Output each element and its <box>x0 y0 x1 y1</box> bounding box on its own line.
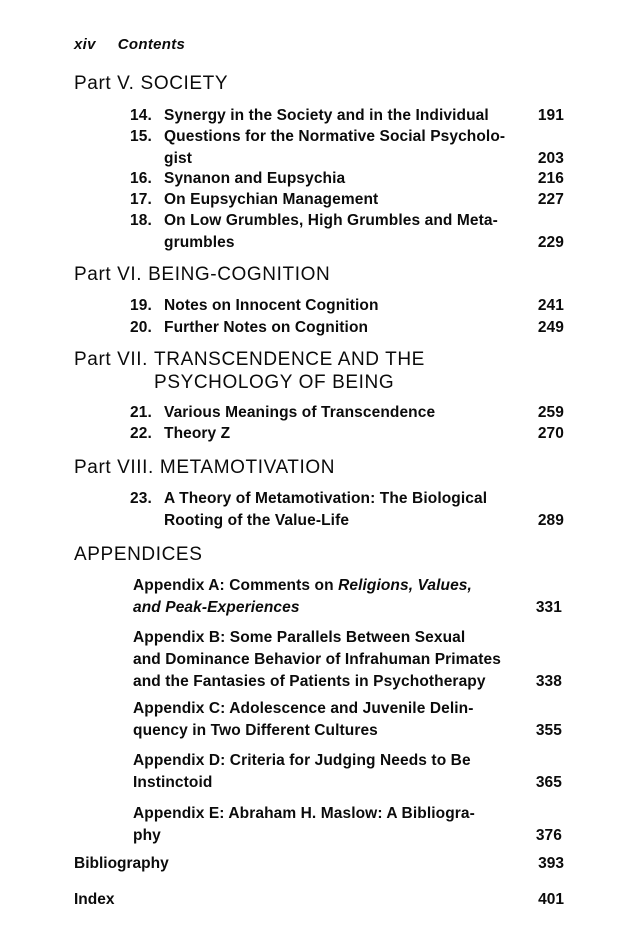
page-number: 365 <box>535 774 562 791</box>
toc-index[interactable] <box>74 891 564 909</box>
toc-entry-19[interactable] <box>130 295 564 317</box>
page-number: 401 <box>538 891 564 908</box>
part-heading-5 <box>74 72 228 95</box>
appendix-title-lead: Appendix A: Comments on <box>133 577 339 594</box>
part-title: TRANSCENDENCE AND THE <box>154 349 425 370</box>
part-heading-8 <box>74 456 335 479</box>
page-number: 229 <box>537 233 564 251</box>
toc-entry-21[interactable] <box>130 402 564 424</box>
chapter-number: 14. <box>130 107 152 124</box>
chapter-number: 21. <box>130 404 152 421</box>
part-number: Part VIII. <box>74 457 154 478</box>
toc-appendix-e[interactable] <box>133 803 562 847</box>
chapter-title-line: A Theory of Metamotivation: The Biological <box>164 490 488 507</box>
part-heading-7 <box>74 348 425 394</box>
page-number: 203 <box>537 149 564 167</box>
chapter-title-line: Rooting of the Value-Life <box>164 511 350 529</box>
toc-entry-22[interactable] <box>130 423 564 445</box>
part-title: SOCIETY <box>140 73 229 94</box>
page-number: 355 <box>535 722 562 739</box>
page-number: 289 <box>537 511 564 529</box>
chapter-number: 15. <box>130 128 152 145</box>
chapter-number: 20. <box>130 319 152 336</box>
part-number: Part VII. <box>74 349 149 370</box>
page-number: 259 <box>537 404 564 421</box>
running-title: Contents <box>117 36 186 53</box>
chapter-number: 23. <box>130 490 152 507</box>
part-number: Part VI. <box>74 264 143 285</box>
chapter-number: 16. <box>130 170 152 187</box>
toc-bibliography[interactable] <box>74 855 564 873</box>
toc-entry-18[interactable] <box>130 210 564 253</box>
page-number: 241 <box>537 297 564 314</box>
back-matter-label: Index <box>74 891 115 908</box>
chapter-title-line: On Eupsychian Management <box>164 191 379 208</box>
appendix-title-line: quency in Two Different Cultures <box>133 722 378 739</box>
appendix-title-line <box>133 575 562 597</box>
appendix-title-line: Appendix D: Criteria for Judging Needs to Be <box>133 752 471 769</box>
appendix-title-line: Appendix E: Abraham H. Maslow: A Bibliogra- <box>133 805 475 822</box>
chapter-title-line: Synanon and Eupsychia <box>164 170 346 187</box>
page-number: 338 <box>535 673 562 690</box>
appendix-title-italic: Religions, Values, <box>338 577 472 594</box>
page-number: 331 <box>535 599 562 616</box>
chapter-title-line: Notes on Innocent Cognition <box>164 297 379 314</box>
appendix-title-line: Appendix B: Some Parallels Between Sexual <box>133 629 466 646</box>
chapter-number: 22. <box>130 425 152 442</box>
chapter-title-line: Further Notes on Cognition <box>164 319 369 336</box>
page-number: 216 <box>537 170 564 187</box>
toc-appendix-a[interactable] <box>133 575 562 619</box>
back-matter-label: Bibliography <box>74 855 169 872</box>
toc-entry-15[interactable] <box>130 126 564 169</box>
toc-appendix-d[interactable] <box>133 750 562 794</box>
part-title: METAMOTIVATION <box>159 457 336 478</box>
part-number: Part V. <box>74 73 135 94</box>
toc-entry-14[interactable] <box>130 105 564 127</box>
page-number: 227 <box>537 191 564 208</box>
chapter-title-line: Theory Z <box>164 425 231 442</box>
chapter-number: 18. <box>130 212 152 229</box>
page-numeral: xiv <box>74 36 96 53</box>
appendix-title-line: Instinctoid <box>133 774 213 791</box>
page-number: 191 <box>537 107 564 124</box>
part-title: PSYCHOLOGY OF BEING <box>154 372 395 393</box>
appendix-title-line: phy <box>133 827 161 844</box>
chapter-title-line: Synergy in the Society and in the Individual <box>164 107 489 124</box>
page-number: 393 <box>538 855 564 872</box>
chapter-title-line: gist <box>164 149 192 167</box>
page-number: 376 <box>535 827 562 844</box>
appendix-title-line: and Dominance Behavior of Infrahuman Primates <box>133 651 501 668</box>
page-number: 270 <box>537 425 564 442</box>
toc-entry-16[interactable] <box>130 168 564 190</box>
part-title: BEING-COGNITION <box>148 264 331 285</box>
appendix-title-line: and the Fantasies of Patients in Psychotherapy <box>133 673 486 690</box>
toc-appendix-b[interactable] <box>133 627 562 693</box>
chapter-title-line: Various Meanings of Transcendence <box>164 404 436 421</box>
chapter-number: 19. <box>130 297 152 314</box>
chapter-title-line: grumbles <box>164 233 235 251</box>
toc-entry-23[interactable] <box>130 488 564 531</box>
appendices-heading: APPENDICES <box>74 544 203 565</box>
toc-entry-17[interactable] <box>130 189 564 211</box>
chapter-title-line: Questions for the Normative Social Psycholo- <box>164 128 506 145</box>
appendix-title-line: Appendix C: Adolescence and Juvenile Delin- <box>133 700 474 717</box>
appendix-title-italic: and Peak-Experiences <box>133 599 300 616</box>
toc-appendix-c[interactable] <box>133 698 562 742</box>
part-heading-6 <box>74 263 330 286</box>
chapter-number: 17. <box>130 191 152 208</box>
toc-entry-20[interactable] <box>130 317 564 339</box>
chapter-title-line: On Low Grumbles, High Grumbles and Meta- <box>164 212 498 229</box>
running-header <box>74 36 185 53</box>
page-number: 249 <box>537 319 564 336</box>
